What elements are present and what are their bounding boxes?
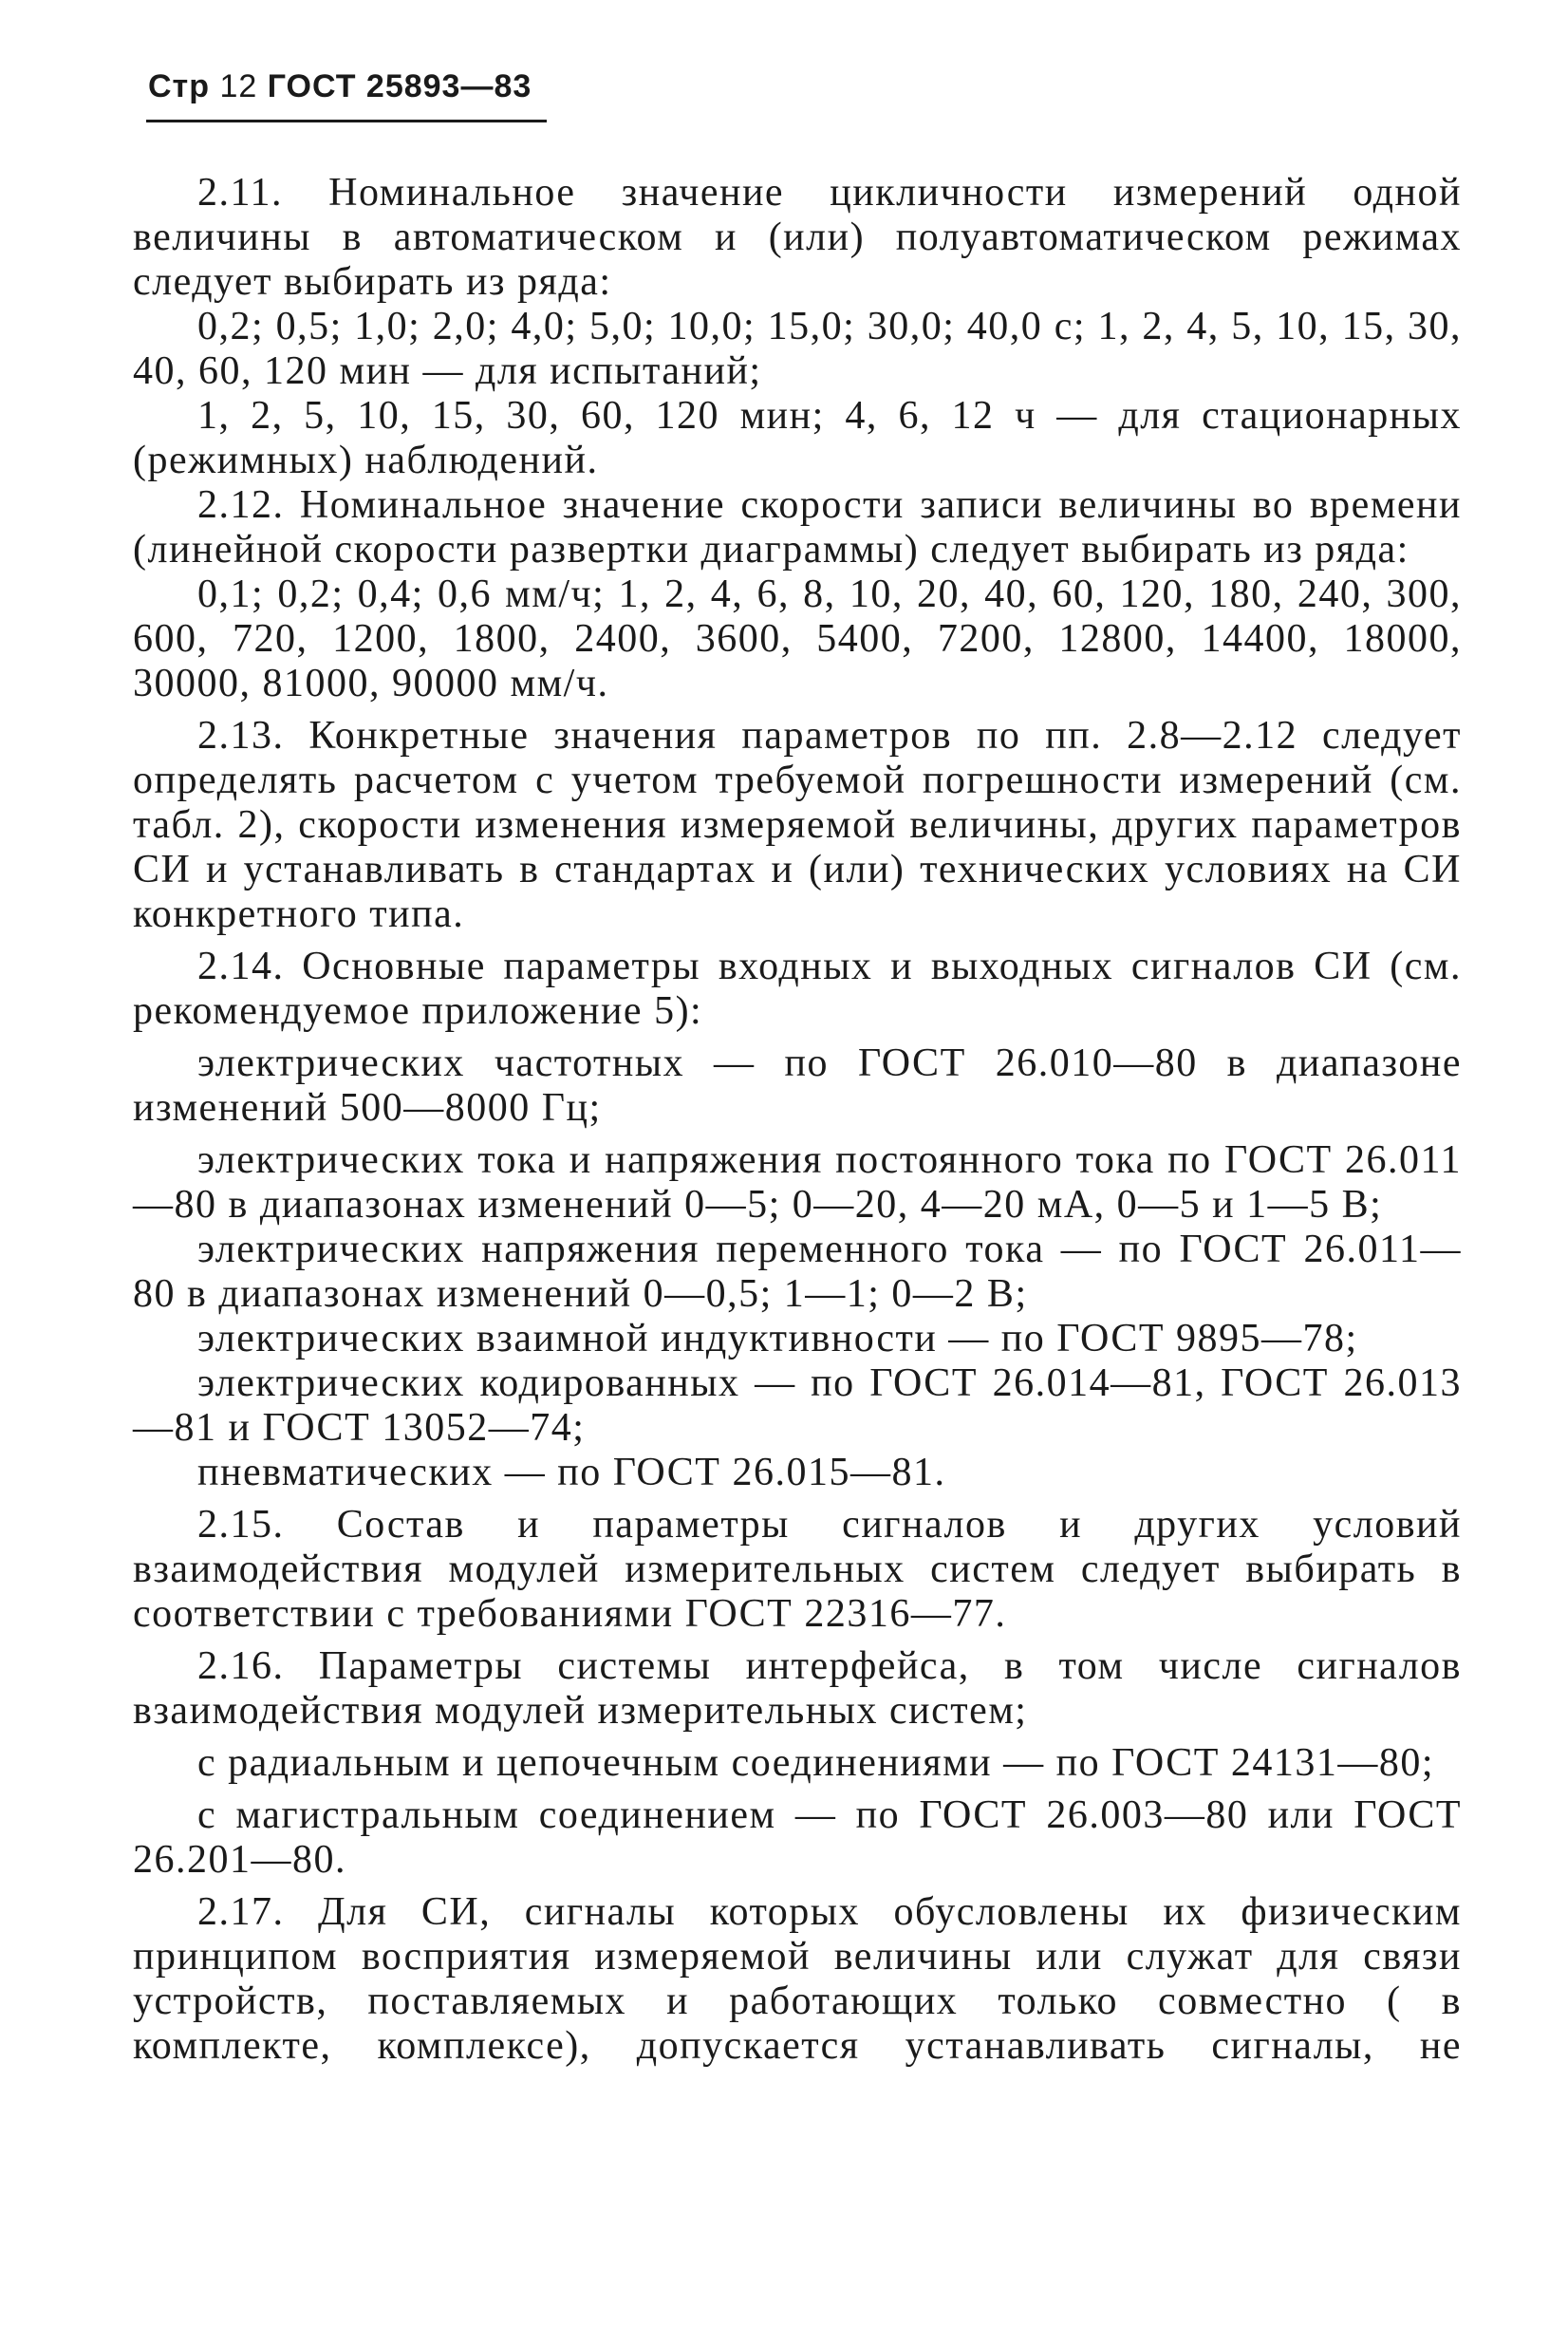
signal-frequency: электрических частотных — по ГОСТ 26.010—80 в диапазоне изменений 500—8000 Гц; (133, 1041, 1462, 1130)
paragraph-2-11-values-tests: 0,2; 0,5; 1,0; 2,0; 4,0; 5,0; 10,0; 15,0; 30,0; 40,0 с; 1, 2, 4, 5, 10, 15, 30, 40, 60, 120 мин — для испытаний; (133, 305, 1462, 393)
signal-ac: электрических напряжения переменного тока — по ГОСТ 26.011—80 в диапазонах изменений 0—0,5; 1—1; 0—2 В; (133, 1228, 1462, 1316)
paragraph-2-15: 2.15. Состав и параметры сигналов и других условий взаимодействия модулей измерительных систем следует выбирать в соответствии с требованиями ГОСТ 22316—77. (133, 1503, 1462, 1636)
interface-bus: с магистральным соединением — по ГОСТ 26.003—80 или ГОСТ 26.201—80. (133, 1793, 1462, 1882)
page-header (148, 68, 532, 105)
document-body (133, 171, 1462, 2069)
signal-pneumatic: пневматических — по ГОСТ 26.015—81. (197, 1451, 946, 1494)
signal-dc: электрических тока и напряжения постоянного тока по ГОСТ 26.011—80 в диапазонах изменений 0—5; 0—20, 4—20 мА, 0—5 и 1—5 В; (133, 1138, 1462, 1227)
header-rule (146, 120, 547, 122)
paragraph-2-16: 2.16. Параметры системы интерфейса, в том числе сигналов взаимодействия модулей измерительных систем; (133, 1644, 1462, 1733)
header-prefix: Стр (148, 68, 210, 104)
signal-coded: электрических кодированных — по ГОСТ 26.014—81, ГОСТ 26.013—81 и ГОСТ 13052—74; (133, 1361, 1462, 1450)
paragraph-2-17: 2.17. Для СИ, сигналы которых обусловлены их физическим принципом восприятия измеряемой величины или служат для связи устройств, поставляемых и работающих только совместно ( в комплекте, комплексе), допускается устанавливать сигналы, не (133, 1890, 1462, 2068)
standard-designation: ГОСТ 25893—83 (267, 68, 532, 104)
paragraph-2-14: 2.14. Основные параметры входных и выходных сигналов СИ (см. рекомендуемое приложение 5): (133, 945, 1462, 1033)
signal-inductance: электрических взаимной индуктивности — по ГОСТ 9895—78; (197, 1317, 1358, 1360)
paragraph-2-13: 2.13. Конкретные значения параметров по пп. 2.8—2.12 следует определять расчетом с учетом требуемой погрешности измерений (см. табл. 2), скорости изменения измеряемой величины, других параметров СИ и устанавливать в стандартах и (или) технических условиях на СИ конкретного типа. (133, 714, 1462, 936)
paragraph-2-11-values-observations: 1, 2, 5, 10, 15, 30, 60, 120 мин; 4, 6, 12 ч — для стационарных (режимных) наблюдений. (133, 394, 1462, 482)
page-number: 12 (219, 68, 258, 104)
paragraph-2-12: 2.12. Номинальное значение скорости записи величины во времени (линейной скорости развертки диаграммы) следует выбирать из ряда: (133, 483, 1462, 572)
paragraph-2-11: 2.11. Номинальное значение цикличности измерений одной величины в автоматическом и (или) полуавтоматическом режимах следует выбирать из ряда: (133, 171, 1462, 304)
interface-radial: с радиальным и цепочечным соединениями — по ГОСТ 24131—80; (197, 1741, 1435, 1785)
paragraph-2-12-values: 0,1; 0,2; 0,4; 0,6 мм/ч; 1, 2, 4, 6, 8, 10, 20, 40, 60, 120, 180, 240, 300, 600, 720, 1200, 1800, 2400, 3600, 5400, 7200, 12800, 14400, 18000, 30000, 81000, 90000 мм/ч. (133, 572, 1462, 705)
